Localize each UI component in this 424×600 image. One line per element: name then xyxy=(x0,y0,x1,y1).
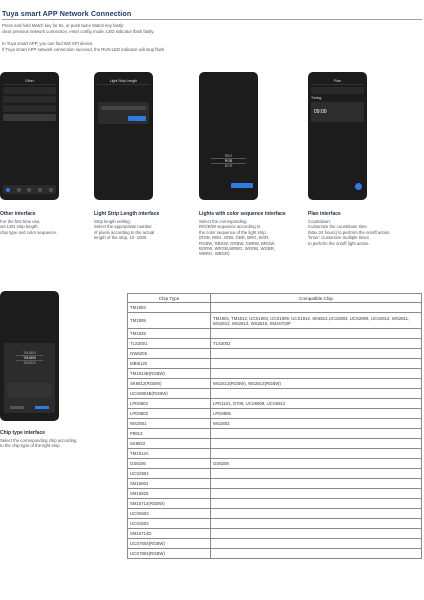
table-row xyxy=(128,489,422,499)
compatible-chip-cell xyxy=(211,303,422,313)
confirm-button[interactable] xyxy=(35,406,49,409)
timer-card[interactable] xyxy=(311,102,364,122)
screen-title-other: Other xyxy=(3,78,56,85)
table-row xyxy=(128,359,422,369)
phone-screenshot-chip xyxy=(0,291,59,421)
compatible-chip-cell xyxy=(211,549,422,559)
compatible-chip-cell xyxy=(211,539,422,549)
chip-type-cell: SM16714(RGBW) xyxy=(128,499,211,509)
settings-row[interactable] xyxy=(3,105,56,112)
table-row xyxy=(128,379,422,389)
home-icon[interactable] xyxy=(6,188,10,192)
picker-option[interactable]: TM1803 xyxy=(23,351,36,355)
confirm-button[interactable] xyxy=(231,183,253,188)
page-title: Tuya smart APP Network Connection xyxy=(2,9,132,18)
compatible-chip-cell xyxy=(211,329,422,339)
phone-screenshot-plan xyxy=(308,72,367,200)
chip-type-cell: LPD6803 xyxy=(128,399,211,409)
table-row xyxy=(128,549,422,559)
countdown-row[interactable] xyxy=(311,87,364,94)
compatible-chip-cell xyxy=(211,519,422,529)
picker-option[interactable]: RBG xyxy=(224,154,233,158)
chip-type-cell: UCS5603 xyxy=(128,509,211,519)
phone-screenshot-sequence xyxy=(199,72,258,200)
compatible-chip-cell xyxy=(211,359,422,369)
compatible-chip-cell xyxy=(211,429,422,439)
title-divider xyxy=(2,19,422,20)
picker-option[interactable]: BGR xyxy=(224,164,233,168)
nav-icon[interactable] xyxy=(38,188,42,192)
compatible-chip-cell: GS8208 xyxy=(211,459,422,469)
table-row xyxy=(128,539,422,549)
compatible-chip-cell xyxy=(211,389,422,399)
settings-row[interactable] xyxy=(3,87,56,94)
length-input[interactable] xyxy=(101,106,146,110)
chip-type-cell: UCS8904B(RGBW) xyxy=(128,389,211,399)
chip-type-cell: MBI6120 xyxy=(128,359,211,369)
col-header-chip-type: Chip Type xyxy=(128,294,211,303)
table-row xyxy=(128,529,422,539)
compatible-chip-cell xyxy=(211,439,422,449)
chip-type-cell: SK6812(RGBW) xyxy=(128,379,211,389)
chip-type-cell: GW6205 xyxy=(128,349,211,359)
chip-type-cell: SK9822 xyxy=(128,439,211,449)
compatible-chip-cell xyxy=(211,469,422,479)
bottom-nav xyxy=(3,185,56,194)
chip-type-cell: SM16825 xyxy=(128,489,211,499)
table-row xyxy=(128,389,422,399)
chip-type-cell: TLS3001 xyxy=(128,339,211,349)
table-row xyxy=(128,459,422,469)
caption-heading-plan: Plan interface xyxy=(308,211,341,217)
chip-info xyxy=(7,383,52,397)
table-row xyxy=(128,439,422,449)
picker-option[interactable]: TM1829 xyxy=(23,361,36,365)
chip-type-cell: TM1914A xyxy=(128,449,211,459)
compatible-chip-cell xyxy=(211,449,422,459)
compatible-chip-cell: TLS3002 xyxy=(211,339,422,349)
table-row xyxy=(128,329,422,339)
chip-type-cell: UCS7604(RGBW) xyxy=(128,539,211,549)
table-header-row xyxy=(128,294,422,303)
intro-line-2: clear previous network connection, enter config mode, LED indicator flash fastly. xyxy=(2,29,155,34)
table-row xyxy=(128,509,422,519)
intro-line-4: If Tuya smart APP network connection succeed, the RUN LED indicator will stop flash. xyxy=(2,47,166,52)
chip-type-cell: TM1803 xyxy=(128,303,211,313)
chip-type-cell: TM1809 xyxy=(128,313,211,329)
compatible-chip-cell: LPD1101, D705, UCS6909, UCS6912 xyxy=(211,399,422,409)
compatible-chip-cell xyxy=(211,369,422,379)
nav-icon[interactable] xyxy=(17,188,21,192)
screen-title-plan: Plan xyxy=(311,78,364,85)
chip-type-cell: UCS2904 xyxy=(128,469,211,479)
table-row xyxy=(128,399,422,409)
chip-type-cell: UCS2603 xyxy=(128,519,211,529)
caption-heading-strip: Light Strip Length interface xyxy=(94,211,160,217)
caption-text-other: For the first time use, set LED strip length, chip type and color sequence. xyxy=(0,219,58,235)
caption-heading-chip: Chip type interface xyxy=(0,430,46,436)
timer-time: 09:00 xyxy=(314,109,327,115)
caption-heading-sequence: Lights with color sequence interface xyxy=(199,211,286,217)
chip-type-cell: TM1829 xyxy=(128,329,211,339)
chip-type-cell: TM1814B(RGBW) xyxy=(128,369,211,379)
caption-text-strip: Strip length setting: Select the appropriate number of pixels according to the actual length of the strip, 10 -1000. xyxy=(94,219,155,241)
picker-selected[interactable]: RGB xyxy=(211,158,246,164)
length-dialog xyxy=(98,102,149,124)
settings-row[interactable] xyxy=(3,96,56,103)
caption-text-chip: Select the corresponding chip according to the chip type of the light strip. xyxy=(0,438,77,449)
chip-type-cell: SM16714D xyxy=(128,529,211,539)
chip-type-cell: P9813 xyxy=(128,429,211,439)
chip-dialog xyxy=(4,343,55,413)
table-row xyxy=(128,349,422,359)
caption-text-sequence: Select the corresponding R/G/B/W sequence according to the color sequence of the light strip. (RGB, RBG, GRB, GBR, BRG, BGR, RGBW, RBGW, GRBW, GBRW, BRGW, BGRW, WRGB,WRBG, WGRB, WGBR, WBRG, WBGR) xyxy=(199,219,276,257)
table-row xyxy=(128,313,422,329)
table-row xyxy=(128,303,422,313)
cancel-button[interactable] xyxy=(10,406,24,409)
compatible-chip-cell: WS2803 xyxy=(211,419,422,429)
chip-type-cell: WS2801 xyxy=(128,419,211,429)
table-row xyxy=(128,499,422,509)
intro-line-3: In Tuya smart APP, you can find WZ-SPI device. xyxy=(2,41,94,46)
compatible-chip-cell xyxy=(211,499,422,509)
phone-screenshot-strip-length xyxy=(94,72,153,200)
table-row xyxy=(128,469,422,479)
caption-heading-other: Other interface xyxy=(0,211,36,217)
table-row xyxy=(128,429,422,439)
caption-text-plan: Countdown: Customize the countdown time (Max.24 hours) to perform the on/off action. Timer: Customize multiple times to perform the on/off light action. xyxy=(308,219,391,246)
compatible-chip-cell xyxy=(211,509,422,519)
table-row xyxy=(128,519,422,529)
compatible-chip-cell: LPD8806 xyxy=(211,409,422,419)
nav-icon[interactable] xyxy=(27,188,31,192)
confirm-button[interactable] xyxy=(128,116,146,121)
intro-line-1: Press and hold Match key for 5s, or push twice Match key fastly: xyxy=(2,23,125,28)
nav-icon[interactable] xyxy=(49,188,53,192)
chip-type-cell: UCS7804(RGBW) xyxy=(128,549,211,559)
timing-label: Timing xyxy=(311,96,322,100)
chip-type-cell: SM16804 xyxy=(128,479,211,489)
col-header-compatible-chip: Compatible Chip xyxy=(211,294,422,303)
chip-compatibility-table xyxy=(127,293,422,559)
add-timer-button[interactable] xyxy=(355,183,362,190)
table-row xyxy=(128,449,422,459)
table-row xyxy=(128,369,422,379)
chip-type-cell: GS8206 xyxy=(128,459,211,469)
compatible-chip-cell: WS2813(RGBW), WS2814(RGBW) xyxy=(211,379,422,389)
compatible-chip-cell xyxy=(211,479,422,489)
picker-selected[interactable]: TM1809 xyxy=(16,355,43,361)
chip-type-cell: LPD8803 xyxy=(128,409,211,419)
sequence-picker[interactable] xyxy=(211,154,246,168)
compatible-chip-cell xyxy=(211,489,422,499)
compatible-chip-cell: TM1804, TM1812, UCS1903, UCS1909, UCS1912, SK6813,UCS2903, UCS2909, UCS2912, WS2811, WS2812, WS2813, WS2815, SM16703P xyxy=(211,313,422,329)
table-row xyxy=(128,409,422,419)
compatible-chip-cell xyxy=(211,529,422,539)
compatible-chip-cell xyxy=(211,349,422,359)
settings-row[interactable] xyxy=(3,114,56,121)
phone-screenshot-other xyxy=(0,72,59,200)
chip-picker[interactable] xyxy=(16,351,43,365)
table-row xyxy=(128,479,422,489)
table-row xyxy=(128,419,422,429)
screen-title-strip: Light Strip Length xyxy=(97,78,150,85)
table-row xyxy=(128,339,422,349)
